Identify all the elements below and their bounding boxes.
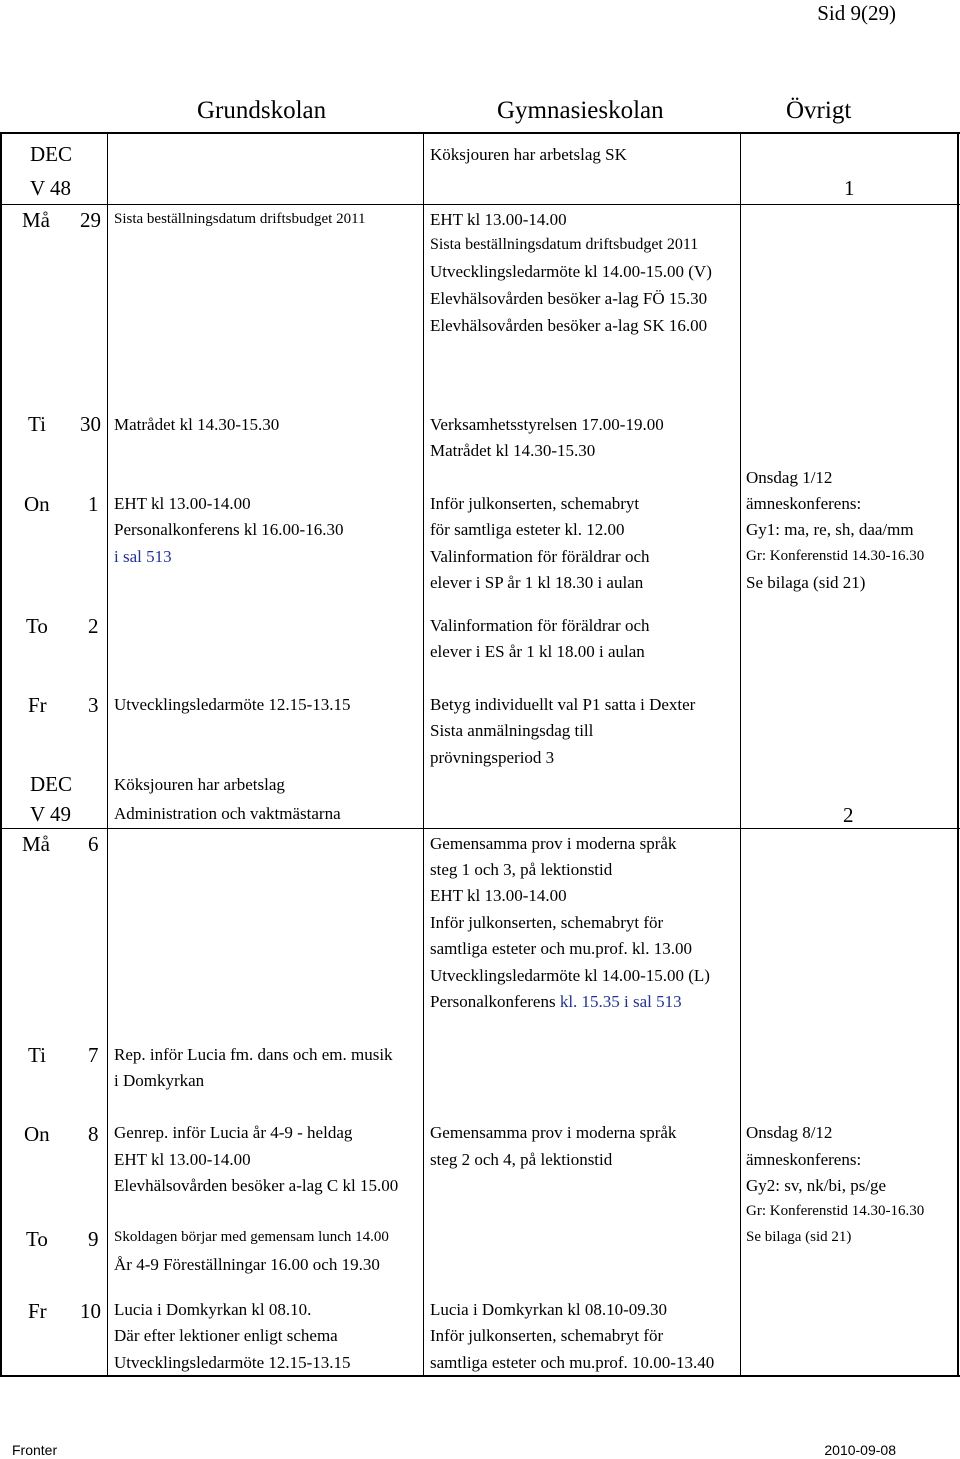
ovrigt-entry: Onsdag 8/12 — [746, 1123, 833, 1142]
week-number: 2 — [843, 803, 854, 827]
grund-entry-highlight: i sal 513 — [114, 547, 172, 566]
ovrigt-entry: Gy2: sv, nk/bi, ps/ge — [746, 1176, 887, 1195]
day-name: On — [24, 1122, 50, 1146]
grund-entry: Där efter lektioner enligt schema — [114, 1326, 338, 1345]
day-name: To — [26, 1227, 48, 1251]
day-name: On — [24, 492, 50, 516]
ovrigt-entry: ämneskonferens: — [746, 494, 862, 513]
day-name: Fr — [28, 1299, 47, 1323]
ovrigt-entry: Gy1: ma, re, sh, daa/mm — [746, 520, 914, 539]
day-name: Må — [22, 832, 50, 856]
week-label: V 49 — [30, 802, 72, 826]
grund-entry: i Domkyrkan — [114, 1071, 205, 1090]
ovrigt-entry: Se bilaga (sid 21) — [746, 573, 866, 592]
gymn-entry: Inför julkonserten, schemabryt för — [430, 913, 664, 932]
gymn-entry-personalkonferens — [430, 993, 682, 1010]
week-month: DEC — [30, 772, 72, 796]
grund-entry: Utvecklingsledarmöte 12.15-13.15 — [114, 1353, 351, 1372]
grund-entry: Rep. inför Lucia fm. dans och em. musik — [114, 1045, 393, 1064]
grund-entry: Utvecklingsledarmöte 12.15-13.15 — [114, 695, 351, 714]
day-name: To — [26, 614, 48, 638]
ovrigt-entry: ämneskonferens: — [746, 1150, 862, 1169]
ovrigt-entry: Onsdag 1/12 — [746, 468, 833, 487]
table-right-border — [957, 132, 959, 1377]
grund-entry: Personalkonferens kl 16.00-16.30 — [114, 520, 344, 539]
day-date: 9 — [88, 1227, 99, 1251]
table-divider-gymn — [740, 132, 741, 1377]
footer-date: 2010-09-08 — [824, 1442, 896, 1458]
gymn-entry: Inför julkonserten, schemabryt — [430, 494, 640, 513]
gymn-entry: Sista beställningsdatum driftsbudget 2011 — [430, 236, 699, 253]
grund-entry: Matrådet kl 14.30-15.30 — [114, 415, 280, 434]
gymn-entry: Matrådet kl 14.30-15.30 — [430, 441, 596, 460]
day-date: 29 — [80, 208, 101, 232]
gymn-entry: steg 1 och 3, på lektionstid — [430, 860, 613, 879]
gymn-entry-highlight: kl. 15.35 i sal 513 — [559, 992, 682, 1011]
gymn-entry: Valinformation för föräldrar och — [430, 547, 650, 566]
grund-entry: Sista beställningsdatum driftsbudget 2011 — [114, 211, 366, 227]
day-name: Ti — [28, 1043, 46, 1067]
grund-entry: Skoldagen börjar med gemensam lunch 14.00 — [114, 1229, 389, 1245]
table-divider-date — [107, 132, 108, 1377]
gymn-entry: Utvecklingsledarmöte kl 14.00-15.00 (L) — [430, 966, 710, 985]
gymn-entry: Valinformation för föräldrar och — [430, 616, 650, 635]
page-number: Sid 9(29) — [817, 1, 896, 25]
day-date: 1 — [88, 492, 99, 516]
grund-entry: EHT kl 13.00-14.00 — [114, 494, 251, 513]
gymn-entry: elever i ES år 1 kl 18.00 i aulan — [430, 642, 645, 661]
week48-separator — [0, 204, 960, 205]
day-date: 6 — [88, 832, 99, 856]
table-left-border — [0, 132, 2, 1377]
gymn-entry: Verksamhetsstyrelsen 17.00-19.00 — [430, 415, 664, 434]
gymn-entry: för samtliga esteter kl. 12.00 — [430, 520, 625, 539]
gymn-entry: prövningsperiod 3 — [430, 748, 555, 767]
table-divider-grund — [423, 132, 424, 1377]
day-name: Fr — [28, 693, 47, 717]
header-ovrigt: Övrigt — [786, 97, 852, 124]
gymn-entry: Gemensamma prov i moderna språk — [430, 834, 677, 853]
gymn-entry: Elevhälsovården besöker a-lag FÖ 15.30 — [430, 289, 708, 308]
gymn-entry: Sista anmälningsdag till — [430, 721, 594, 740]
day-date: 3 — [88, 693, 99, 717]
grund-entry: Elevhälsovården besöker a-lag C kl 15.00 — [114, 1176, 399, 1195]
gymn-entry: Inför julkonserten, schemabryt för — [430, 1326, 664, 1345]
week-note: Administration och vaktmästarna — [114, 804, 341, 823]
gymn-entry: Lucia i Domkyrkan kl 08.10-09.30 — [430, 1300, 668, 1319]
footer-left: Fronter — [12, 1442, 58, 1458]
grund-entry: Lucia i Domkyrkan kl 08.10. — [114, 1300, 312, 1319]
table-top-border — [0, 132, 960, 134]
gymn-entry: Betyg individuellt val P1 satta i Dexter — [430, 695, 696, 714]
gymn-entry: samtliga esteter och mu.prof. kl. 13.00 — [430, 939, 693, 958]
grund-entry: År 4-9 Föreställningar 16.00 och 19.30 — [114, 1255, 380, 1274]
gymn-entry: EHT kl 13.00-14.00 — [430, 886, 567, 905]
gymn-entry: Elevhälsovården besöker a-lag SK 16.00 — [430, 316, 708, 335]
gymn-entry: samtliga esteter och mu.prof. 10.00-13.40 — [430, 1353, 715, 1372]
ovrigt-entry: Se bilaga (sid 21) — [746, 1229, 852, 1245]
gymn-entry-text: Personalkonferens — [430, 992, 556, 1011]
day-name: Må — [22, 208, 50, 232]
day-date: 8 — [88, 1122, 99, 1146]
day-name: Ti — [28, 412, 46, 436]
day-date: 30 — [80, 412, 101, 436]
grund-entry: Genrep. inför Lucia år 4-9 - heldag — [114, 1123, 353, 1142]
week-note: Köksjouren har arbetslag SK — [430, 145, 627, 164]
header-grundskolan: Grundskolan — [197, 97, 327, 124]
gymn-entry: EHT kl 13.00-14.00 — [430, 210, 567, 229]
day-date: 2 — [88, 614, 99, 638]
week-number: 1 — [844, 176, 855, 200]
gymn-entry: steg 2 och 4, på lektionstid — [430, 1150, 613, 1169]
header-gymnasieskolan: Gymnasieskolan — [497, 97, 664, 124]
day-date: 7 — [88, 1043, 99, 1067]
gymn-entry: elever i SP år 1 kl 18.30 i aulan — [430, 573, 644, 592]
week-label: V 48 — [30, 176, 72, 200]
grund-entry: EHT kl 13.00-14.00 — [114, 1150, 251, 1169]
table-bottom-border — [0, 1375, 960, 1377]
gymn-entry: Gemensamma prov i moderna språk — [430, 1123, 677, 1142]
gymn-entry: Utvecklingsledarmöte kl 14.00-15.00 (V) — [430, 262, 712, 281]
week-note: Köksjouren har arbetslag — [114, 775, 285, 794]
ovrigt-entry: Gr: Konferenstid 14.30-16.30 — [746, 1203, 925, 1219]
week49-separator — [0, 828, 960, 829]
week-month: DEC — [30, 142, 72, 166]
ovrigt-entry: Gr: Konferenstid 14.30-16.30 — [746, 548, 925, 564]
day-date: 10 — [80, 1299, 101, 1323]
